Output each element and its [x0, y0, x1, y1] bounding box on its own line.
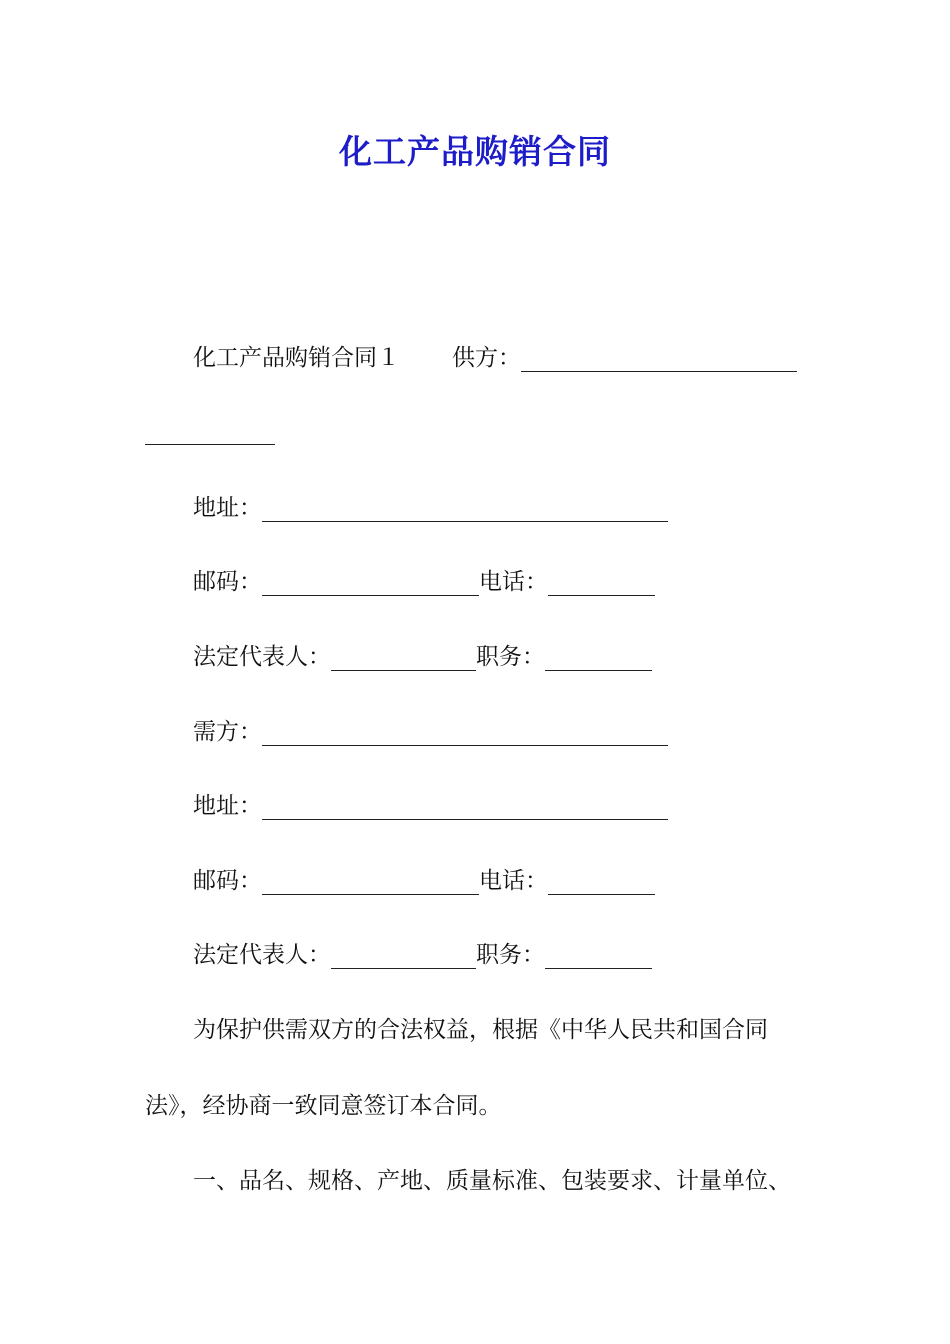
document-title: 化工产品购销合同: [339, 132, 611, 171]
contract-label: 化工产品购销合同１: [193, 345, 400, 371]
supplier-line: [193, 340, 797, 376]
buyer-phone-label: 电话：: [479, 868, 548, 894]
supplier-phone-label: 电话：: [479, 569, 548, 595]
buyer-legal-rep-line: [193, 937, 652, 973]
buyer-label: 需方：: [193, 719, 262, 745]
buyer-position-blank[interactable]: [545, 942, 652, 969]
buyer-address-line: [193, 788, 668, 824]
buyer-position-label: 职务：: [476, 942, 545, 968]
supplier-phone-blank[interactable]: [548, 569, 655, 596]
supplier-legal-rep-blank[interactable]: [331, 644, 476, 671]
supplier-name-blank[interactable]: [521, 345, 797, 372]
buyer-line: [193, 714, 668, 750]
supplier-position-blank[interactable]: [545, 644, 652, 671]
buyer-postcode-line: [193, 863, 655, 899]
supplier-label: 供方：: [452, 345, 521, 371]
supplier-address-line: [193, 490, 668, 526]
paragraph-line-2: 法》，经协商一致同意签订本合同。: [145, 1093, 502, 1119]
supplier-postcode-label: 邮码：: [193, 569, 262, 595]
supplier-legal-rep-label: 法定代表人：: [193, 644, 331, 670]
buyer-phone-blank[interactable]: [548, 868, 655, 895]
buyer-legal-rep-blank[interactable]: [331, 942, 476, 969]
supplier-name-blank-continued[interactable]: [145, 414, 275, 445]
supplier-address-label: 地址：: [193, 495, 262, 521]
supplier-postcode-blank[interactable]: [262, 569, 479, 596]
clause-1-heading: 一、品名、规格、产地、质量标准、包装要求、计量单位、: [193, 1168, 791, 1194]
buyer-address-label: 地址：: [193, 793, 262, 819]
buyer-postcode-label: 邮码：: [193, 868, 262, 894]
supplier-address-blank[interactable]: [262, 495, 668, 522]
buyer-legal-rep-label: 法定代表人：: [193, 942, 331, 968]
supplier-postcode-line: [193, 564, 655, 600]
buyer-address-blank[interactable]: [262, 793, 668, 820]
buyer-name-blank[interactable]: [262, 719, 668, 746]
paragraph-line-1: 为保护供需双方的合法权益，根据《中华人民共和国合同: [193, 1017, 768, 1043]
buyer-postcode-blank[interactable]: [262, 868, 479, 895]
supplier-legal-rep-line: [193, 639, 652, 675]
supplier-position-label: 职务：: [476, 644, 545, 670]
